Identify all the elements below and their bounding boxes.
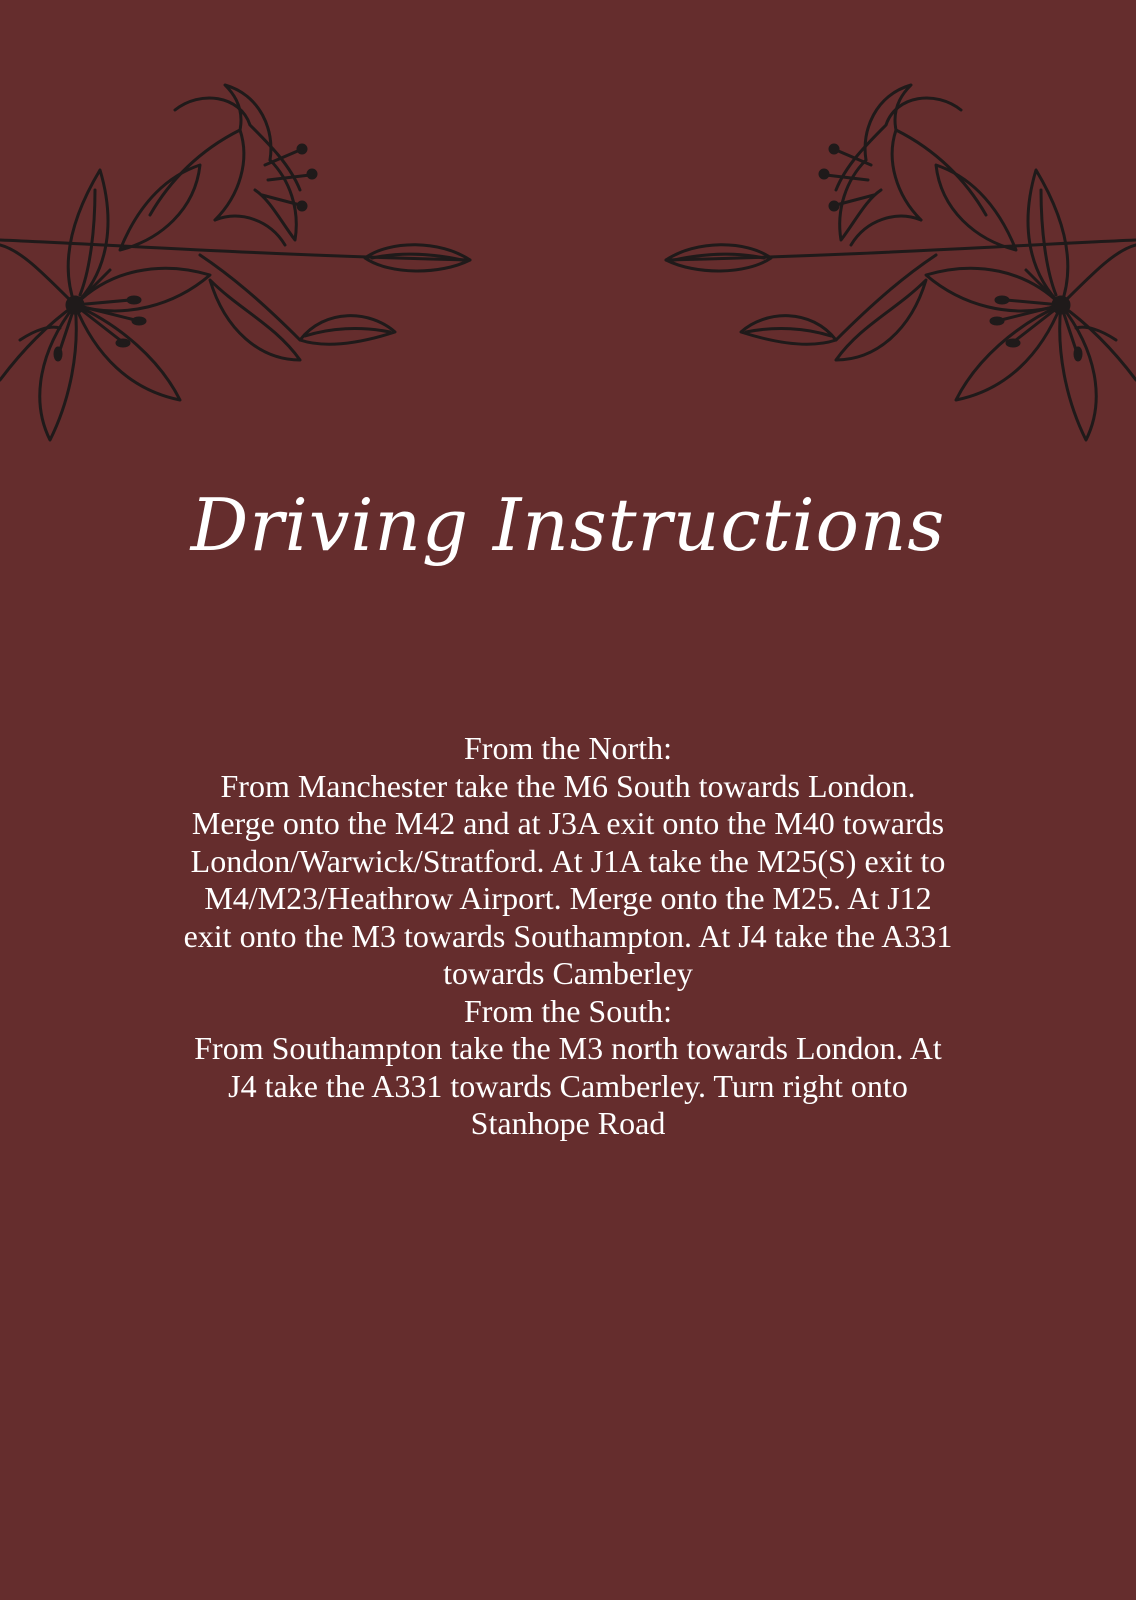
section-text-north: From Manchester take the M6 South towards London. Merge onto the M42 and at J3A exit onto the M40 towards London/Warwick/Stratford. At J1A take the M25(S) exit to M4/M23/Heathrow Airport. Merge onto the M25. At J12 exit onto the M3 towards Southampton. At J4 take the A331 towards Camberley <box>183 767 953 991</box>
section-text-south: From Southampton take the M3 north towards London. At J4 take the A331 towards Camberley. Turn right onto Stanhope Road <box>194 1030 942 1141</box>
lily-floral-left-icon <box>0 70 480 470</box>
section-heading-north: From the North: <box>464 730 672 766</box>
directions-body <box>180 730 956 1143</box>
page-title: Driving Instructions <box>190 483 946 567</box>
section-heading-south: From the South: <box>463 992 672 1029</box>
lily-floral-right-icon <box>656 70 1136 470</box>
